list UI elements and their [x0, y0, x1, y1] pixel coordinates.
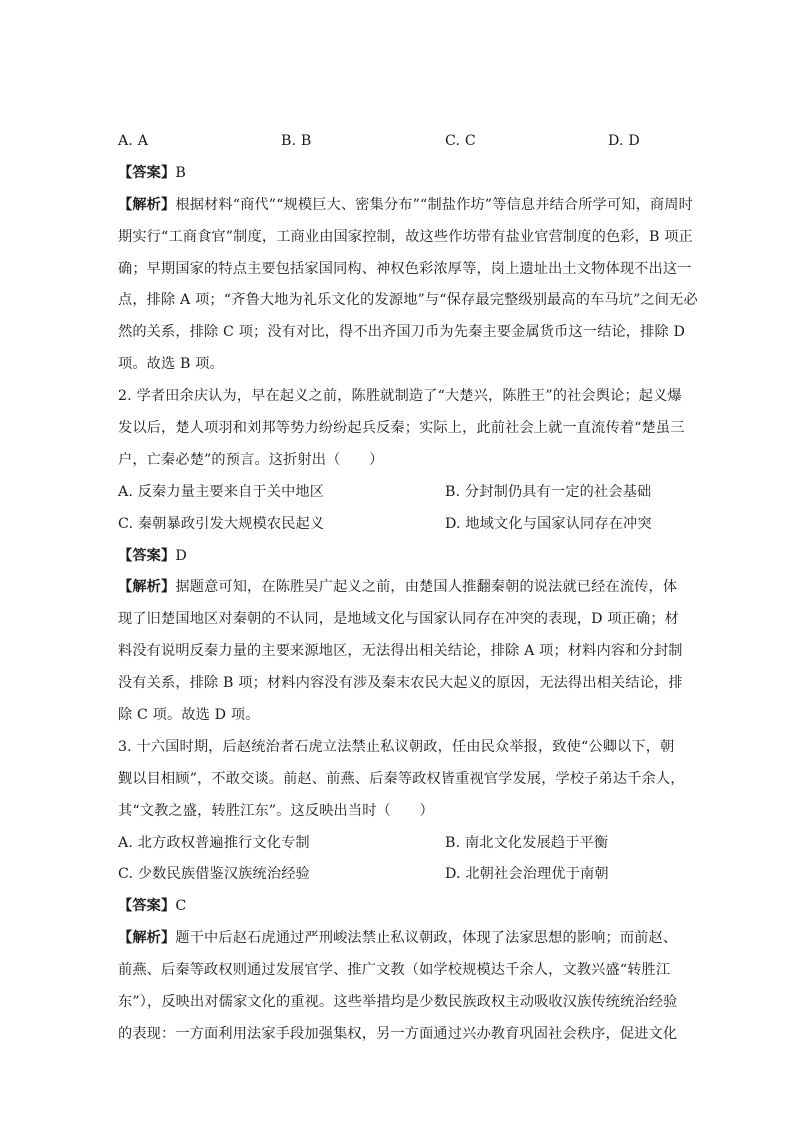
exam-page — [118, 130, 698, 1055]
q3-options-row — [118, 863, 678, 885]
answer-label: 【答案】 — [118, 164, 176, 181]
q3-stem-line: 3. 十六国时期，后赵统治者石虎立法禁止私议朝政，任由民众举报，致使“公卿以下，朝 — [118, 738, 675, 755]
q2-analysis-line: 现了旧楚国地区对秦朝的不认同，是地域文化与国家认同存在冲突的表现，D 项正确；材 — [118, 611, 680, 628]
q3-stem-line: 其“文教之盛，转胜江东”。这反映出当时（ ） — [118, 802, 434, 819]
q3-option-c: C. 少数民族借鉴汉族统治经验 — [118, 866, 310, 883]
q1-analysis-line: 然的关系，排除 C 项；没有对比，得不出齐国刀币为先秦主要金属货币这一结论，排除 D — [118, 324, 685, 341]
q2-answer — [118, 545, 678, 567]
q1-analysis-line: 点，排除 A 项；“齐鲁大地为礼乐文化的发源地”与“保存最完整级别最高的车马坑”之间无必 — [118, 292, 698, 309]
q1-option-b: B. B — [281, 133, 312, 149]
q3-analysis-line: 东”），反映出对儒家文化的重视。这些举措均是少数民族政权主动吸收汉族传统统治经验 — [118, 994, 678, 1011]
q1-analysis-line: 期实行“工商食官”制度，工商业由国家控制，故这些作坊带有盐业官营制度的色彩，B 项正 — [118, 228, 693, 245]
answer-label: 【答案】 — [118, 898, 176, 915]
q2-analysis-line: 【解析】据题意可知，在陈胜吴广起义之前，由楚国人推翻秦朝的说法就已经在流传，体 — [118, 579, 678, 596]
q3-stem-line: 觐以目相顾”，不敢交谈。前赵、前燕、后秦等政权皆重视官学发展，学校子弟达千余人， — [118, 770, 685, 787]
q3-answer — [118, 895, 678, 917]
q2-analysis-line: 除 C 项。故选 D 项。 — [118, 707, 260, 724]
q3-options-row — [118, 832, 678, 854]
q2-stem-line: 发以后，楚人项羽和刘邦等势力纷纷起兵反秦；实际上，此前社会上就一直流传着“楚虽三 — [118, 420, 685, 437]
q2-options-row — [118, 513, 678, 535]
q3-option-d: D. 北朝社会治理优于南朝 — [445, 866, 609, 883]
q1-option-c: C. C — [445, 133, 476, 149]
q1-analysis-line: 项。故选 B 项。 — [118, 356, 224, 373]
q1-analysis-line: 【解析】根据材料“商代”“规模巨大、密集分布”“制盐作坊”等信息并结合所学可知，商周时 — [118, 196, 693, 213]
q2-option-c: C. 秦朝暴政引发大规模农民起义 — [118, 515, 325, 532]
q2-options-row — [118, 481, 678, 503]
q2-option-a: A. 反秦力量主要来自于关中地区 — [118, 483, 325, 500]
q3-analysis-line: 的表现：一方面利用法家手段加强集权，另一方面通过兴办教育巩固社会秩序，促进文化 — [118, 1025, 678, 1042]
analysis-label: 【解析】 — [118, 579, 176, 596]
q3-option-b: B. 南北文化发展趋于平衡 — [445, 834, 609, 851]
q3-analysis-line: 【解析】题干中后赵石虎通过严刑峻法禁止私议朝政，体现了法家思想的影响；而前赵、 — [118, 930, 678, 947]
answer-value: C — [175, 898, 187, 915]
answer-label: 【答案】 — [118, 547, 176, 564]
q2-stem-line: 户，亡秦必楚”的预言。这折射出（ ） — [118, 451, 384, 468]
q2-option-d: D. 地域文化与国家认同存在冲突 — [445, 515, 652, 532]
q1-option-d: D. D — [608, 133, 640, 149]
q2-analysis-line: 没有关系，排除 B 项；材料内容没有涉及秦末农民大起义的原因，无法得出相关结论，排 — [118, 675, 683, 692]
q2-analysis-line: 料没有说明反秦力量的主要来源地区，无法得出相关结论，排除 A 项；材料内容和分封制 — [118, 643, 683, 660]
answer-value: D — [175, 547, 187, 564]
q2-stem-line: 2. 学者田余庆认为，早在起义之前，陈胜就制造了“大楚兴，陈胜王”的社会舆论；起义爆 — [118, 388, 682, 405]
q2-option-b: B. 分封制仍具有一定的社会基础 — [445, 483, 652, 500]
analysis-label: 【解析】 — [118, 930, 176, 947]
q3-option-a: A. 北方政权普遍推行文化专制 — [118, 834, 310, 851]
q1-analysis-line: 确；早期国家的特点主要包括家国同构、神权色彩浓厚等，岗上遗址出土文物体现不出这一 — [118, 260, 692, 277]
analysis-label: 【解析】 — [118, 196, 176, 213]
q1-options — [118, 130, 678, 152]
q1-option-a: A. A — [118, 133, 149, 149]
answer-value: B — [175, 164, 186, 181]
q1-answer — [118, 162, 678, 184]
q3-analysis-line: 前燕、后秦等政权则通过发展官学、推广文教（如学校规模达千余人，文教兴盛“转胜江 — [118, 962, 671, 979]
